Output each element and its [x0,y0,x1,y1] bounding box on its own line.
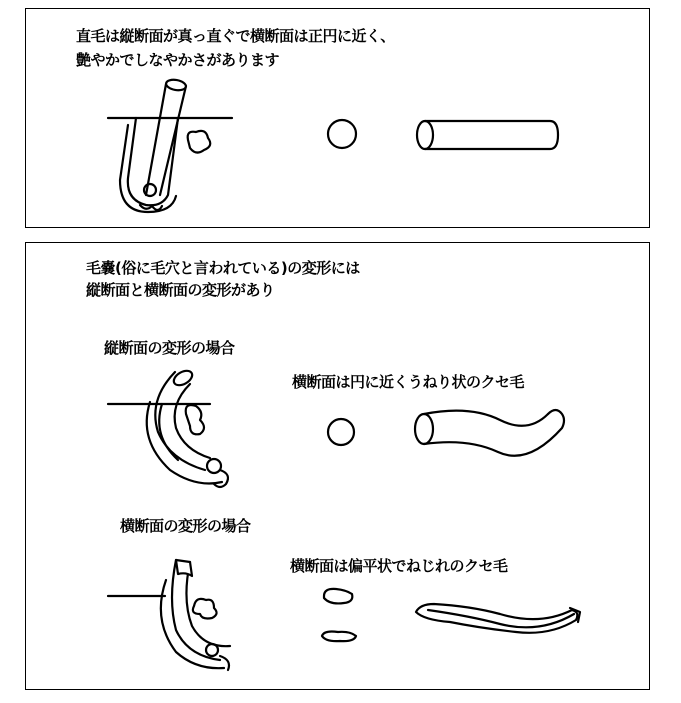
section-b-caption: 横断面は偏平状でねじれのクセ毛 [290,557,508,575]
round-cross-section-icon [328,120,356,148]
panel1-text-line1: 直毛は縦断面が真っ直ぐで横断面は正円に近く、 [76,27,395,45]
straight-hair-strand-icon [417,121,558,149]
panel2-text-line1: 毛嚢(俗に毛穴と言われている)の変形には [86,259,360,277]
section-a-caption: 横断面は円に近くうねり状のクセ毛 [292,373,525,391]
panel2-text-line2: 縦断面と横断面の変形があり [86,281,275,299]
straight-hair-follicle-icon [108,78,232,212]
section-b-heading: 横断面の変形の場合 [120,517,251,535]
deformed-follicle-panel [25,242,650,690]
panel1-text-line2: 艶やかでしなやかさがあります [76,51,280,69]
section-a-heading: 縦断面の変形の場合 [104,339,235,357]
